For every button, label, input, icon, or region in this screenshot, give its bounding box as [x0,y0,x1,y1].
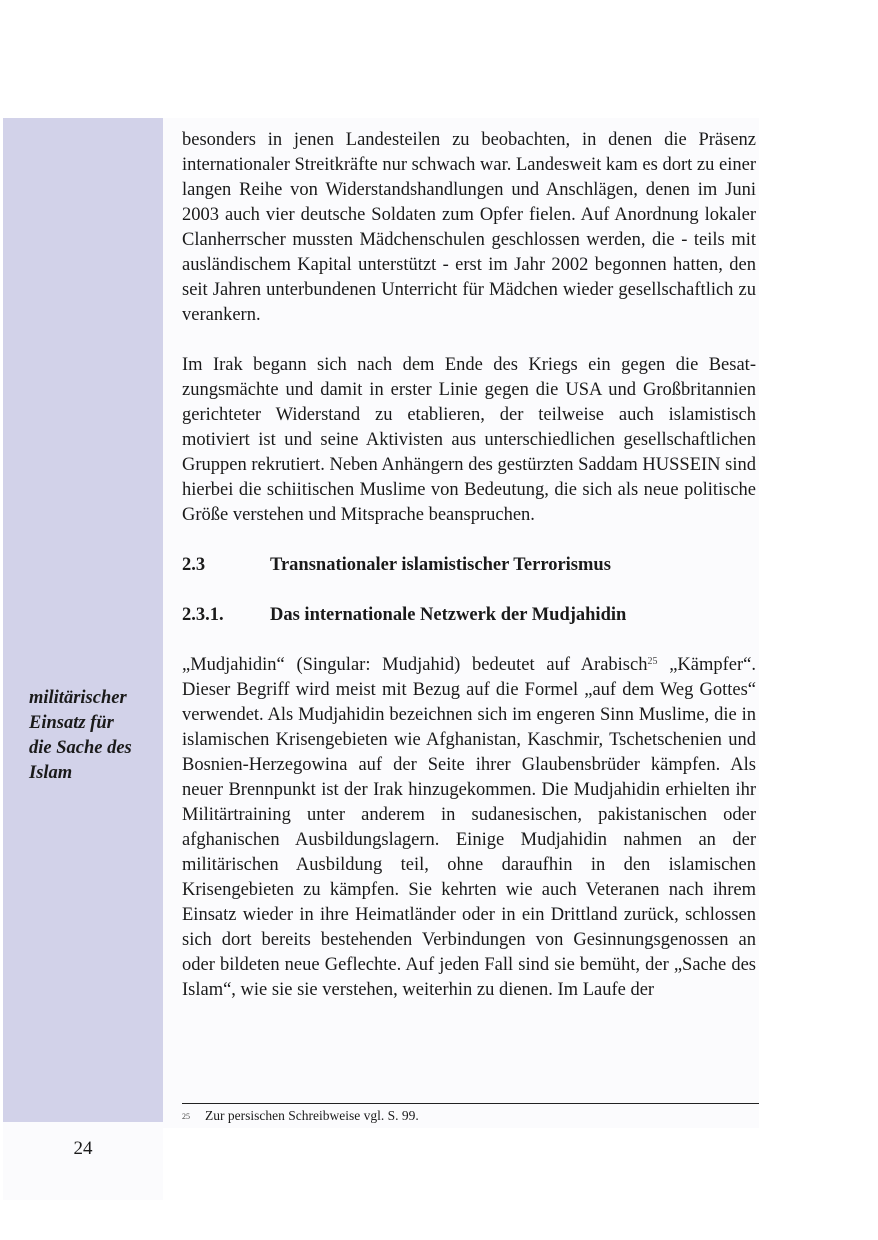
paragraph-2: Im Irak begann sich nach dem Ende des Kriegs ein gegen die Besatzungsmächte und damit in erster Linie gegen die USA und Großbritannien gerichteter Widerstand zu etablieren, der teilweise auch islamistisch motiviert ist und seine Aktivisten aus unterschiedlichen gesellschaftlichen Gruppen rekrutiert. Neben Anhängern des gestürzten Saddam HUSSEIN sind hierbei die schiitischen Muslime von Bedeutung, die sich als neue politische Größe verstehen und Mitsprache beanspruchen. [182,355,756,525]
main-text-area [163,118,759,1128]
section-heading-2-3-1 [182,603,756,628]
footnote-number: 25 [182,1112,190,1121]
section-title: Transnationaler islamistischer Terrorismus [270,555,611,575]
paragraph-3 [182,653,756,1003]
paragraph-1: besonders in jenen Landesteilen zu beobachten, in denen die Präsenz internationaler Streitkräfte nur schwach war. Landesweit kam es dort zu einer langen Reihe von Widerstandshandlungen und Anschlägen, denen im Juni 2003 auch vier deutsche Soldaten zum Opfer fielen. Auf Anordnung lokaler Clanherrscher mussten Mädchenschulen geschlossen werden, die - teils mit ausländischem Kapital unterstützt - erst im Jahr 2002 begonnen hatten, den seit Jahren unterbundenen Unterricht für Mädchen wieder gesellschaftlich zu verankern. [182,130,756,325]
section-heading-2-3 [182,553,756,578]
page-number-box [3,1122,163,1200]
footnote-divider [182,1103,759,1104]
margin-note: militärischer Einsatz für die Sache des Islam [29,688,132,783]
page-number: 24 [73,1138,93,1159]
subsection-title: Das internationale Netzwerk der Mudjahidin [270,605,627,625]
section-number: 2.3 [182,555,206,575]
footnote-reference[interactable]: 25 [647,656,658,667]
subsection-number: 2.3.1. [182,605,224,625]
paragraph-3-start: „Mudjahidin“ (Singular: Mudjahid) bedeutet auf Arabisch [182,655,648,675]
margin-sidebar [3,118,163,1122]
footnote-text: Zur persischen Schreibweise vgl. S. 99. [205,1108,419,1123]
paragraph-3-rest: „Kämpfer“. Dieser Begriff wird meist mit Bezug auf die Formel „auf dem Weg Gottes“ verwendet. Als Mudjahidin bezeichnen sich im engeren Sinn Muslime, die in islamischen Krisengebieten wie Afghanistan, Kaschmir, Tschetschenien und Bosnien-Herzegowina auf der Seite ihrer Glaubensbrüder kämpfen. Als neuer Brennpunkt ist der Irak hinzugekommen. Die Mudjahidin erhielten ihr Militärtraining unter anderem in sudanesischen, pakistanischen oder afghanischen Ausbildungslagern. Einige Mudjahidin nahmen an der militärischen Ausbildung teil, ohne daraufhin in den islamischen Krisengebieten zu kämpfen. Sie kehrten wie auch Veteranen nach ihrem Einsatz wieder in ihre Heimatländer oder in ein Drittland zurück, schlossen sich dort bereits bestehenden Verbindungen von Gesinnungsgenossen an oder bildeten neue Geflechte. Auf jeden Fall sind sie bemüht, der „Sache des Islam“, wie sie sie verstehen, weiterhin zu dienen. Im Laufe der [182,655,756,1000]
footnote [182,1108,759,1125]
text-column [182,128,756,1003]
